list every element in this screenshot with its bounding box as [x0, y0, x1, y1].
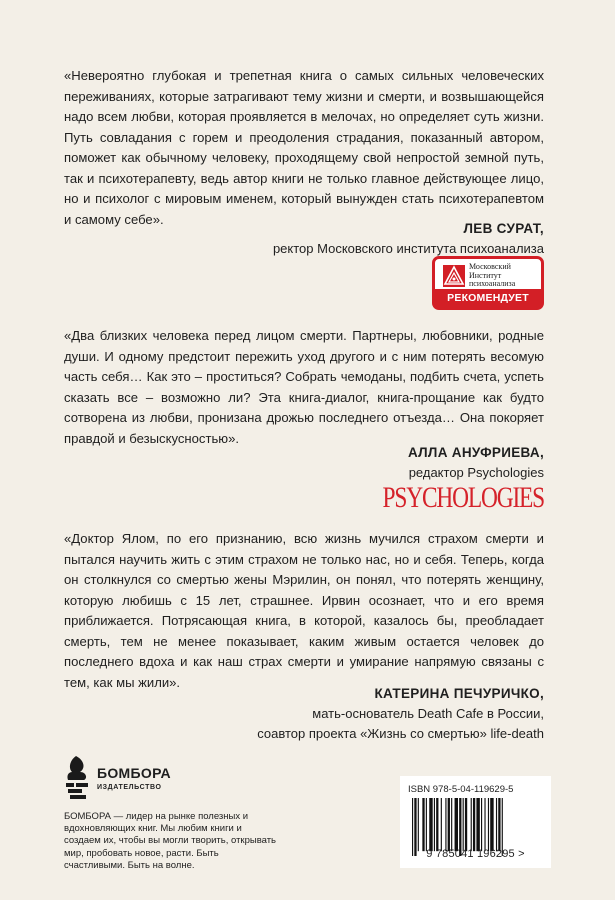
attribution-name-pechurichko: КАТЕРИНА ПЕЧУРИЧКО, [374, 686, 544, 701]
barcode-bar [473, 798, 475, 851]
attribution-name-anufrieva: АЛЛА АНУФРИЕВА, [407, 445, 544, 460]
attribution-role-pechurichko-1: мать-основатель Death Cafe в России, [312, 706, 544, 721]
mip-recommends-badge [432, 256, 544, 310]
publisher-blurb: БОМБОРА — лидер на рынке полезных и вдохновляющих книг. Мы любим книги и создаем их, чтобы вы могли творить, открывать мир, пробовать новое, расти. Быть счастливыми. Быть на волне. [64, 811, 277, 871]
barcode-bar [471, 798, 472, 851]
mip-emblem-icon [443, 265, 465, 287]
attribution-role-anufrieva: редактор Psychologies [408, 465, 544, 480]
barcode-bar [436, 798, 438, 851]
attribution-role-pechurichko-2: соавтор проекта «Жизнь со смертью» life-death [257, 726, 544, 741]
barcode-bar [496, 798, 497, 851]
barcode-bar [498, 798, 500, 851]
barcode-bar [481, 798, 482, 851]
publisher-name: БОМБОРА [97, 765, 171, 781]
barcode-bar [429, 798, 432, 851]
mip-org-line: Институт [469, 270, 502, 280]
quote-surat: «Невероятно глубокая и трепетная книга о самых сильных человеческих переживаниях, которые затрагивают тему жизни и смерти, и возвышающейся надо всем любви, которая проявляется в мелочах, но определяет суть жизни. Путь совладания с горем и преодоления страдания, показанный автором, поможет как обычному человеку, проходящему свой непростой земной путь, так и психотерапевту, ведь автор книги не только главное действующее лицо, но и психолог с мировым именем, который вынужден стать психотерапевтом и самому себе». [64, 68, 544, 227]
psychologies-logo [383, 483, 544, 513]
mip-org-name [469, 263, 541, 289]
barcode-bar [490, 798, 493, 851]
barcode-bar [448, 798, 450, 851]
bombora-wave-icon [64, 754, 90, 800]
attribution-name-surat: ЛЕВ СУРАТ, [463, 221, 544, 236]
mip-org-line: психоанализа [469, 279, 516, 288]
barcode-bar [451, 798, 452, 851]
barcode-bar [455, 798, 458, 851]
barcode-bar [465, 798, 467, 851]
quote-anufrieva: «Два близких человека перед лицом смерти. Партнеры, любовники, родные души. И одному предстоит пережить уход другого и с ним потерять весомую часть себя… Как это – проститься? Собрать чемоданы, подбить счета, успеть сказать все – возможно ли? Эта книга-диалог, книга-прощание как будто сотворена из любви, пронизана дрожью последнего отъезда… Она покоряет правдой и безыскусностью». [64, 328, 544, 446]
barcode-bar [426, 798, 427, 851]
barcode-bar [441, 798, 442, 851]
isbn-digits: 9 785041 196295 > [426, 848, 525, 860]
barcode-bar [488, 798, 489, 851]
mip-recommends-label: РЕКОМЕНДУЕТ [435, 289, 541, 307]
publisher-subtitle: ИЗДАТЕЛЬСТВО [97, 784, 162, 791]
attribution-role-surat: ректор Московского института психоанализа [272, 241, 544, 256]
psychologies-logo-text: PSYCHOLOGIES [382, 481, 544, 514]
barcode-bar [445, 798, 446, 851]
isbn-label: ISBN 978-5-04-119629-5 [408, 784, 514, 795]
barcode-bar [463, 798, 464, 851]
quote-pechurichko: «Доктор Ялом, по его признанию, всю жизнь мучился страхом смерти и пытался научить жить с этим страхом не только нас, но и себя. Теперь, когда он столкнулся со смертью жены Мэрилин, он понял, что потерять женщину, которую любишь с 15 лет, страшнее. Ирвин осознает, что и его время приближается. Потрясающая книга, в которой, казалось бы, преобладает смерть, тем не менее показывает, каким живым остается человек до последнего вдоха и как наш страх смерти и умирание напрямую связаны с тем, как мы жили». [64, 531, 544, 690]
barcode-bar [484, 798, 485, 851]
isbn-barcode-block [400, 776, 551, 868]
barcode-bar [434, 798, 435, 851]
barcode-bar [476, 798, 479, 851]
barcode-bar [418, 798, 419, 851]
mip-org-line: Московский [469, 262, 511, 271]
barcode-bar [422, 798, 424, 851]
